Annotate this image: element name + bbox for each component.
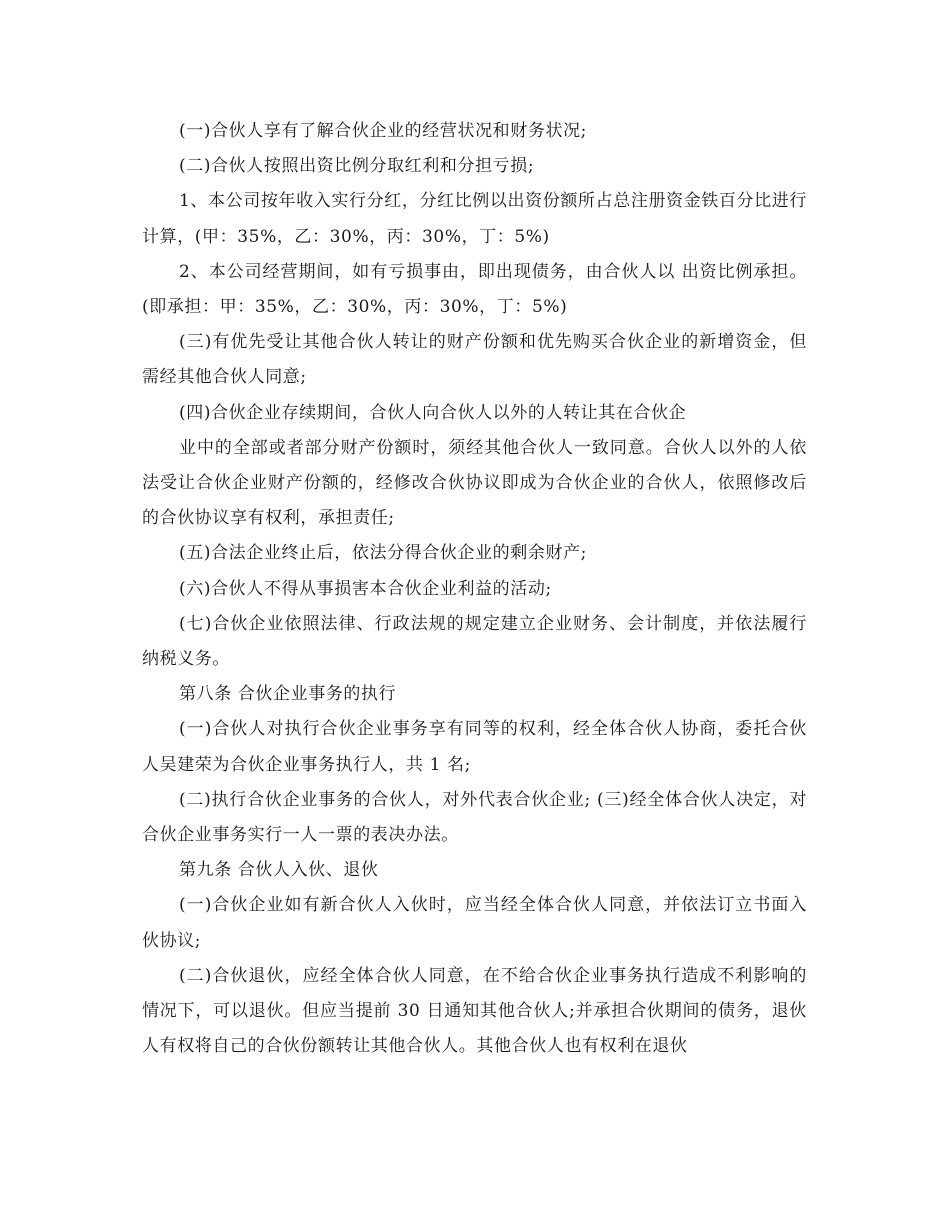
article-8-heading: 第八条 合伙企业事务的执行: [179, 684, 397, 705]
paragraph-debt: 2、本公司经营期间，如有亏损事由，即出现债务，由合伙人以 出资比例承担。(即承担：甲：35%，乙：30%，丙：30%，丁：5%): [142, 261, 807, 318]
paragraph-transfer-start: (四)合伙企业存续期间，合伙人向合伙人以外的人转让其在合伙企: [179, 402, 687, 423]
paragraph-representation-voting: (二)执行合伙企业事务的合伙人，对外代表合伙企业; (三)经全体合伙人决定，对合伙企业事务实行一人一票的表决办法。: [142, 789, 807, 846]
paragraph-remaining-assets: (五)合法企业终止后，依法分得合伙企业的剩余财产;: [179, 543, 587, 564]
paragraph-profit-loss: (二)合伙人按照出资比例分取红利和分担亏损;: [179, 156, 535, 177]
paragraph-right-info: (一)合伙人享有了解合伙企业的经营状况和财务状况;: [179, 121, 587, 141]
document-body: [142, 114, 807, 1064]
paragraph-admission: (一)合伙企业如有新合伙人入伙时，应当经全体合伙人同意，并依法订立书面入伙协议;: [142, 895, 807, 951]
paragraph-no-harm: (六)合伙人不得从事损害本合伙企业利益的活动;: [179, 578, 552, 599]
paragraph-transfer-continue: 业中的全部或者部分财产份额时，须经其他合伙人一致同意。合伙人以外的人依法受让合伙企业财产份额的，经修改合伙协议即成为合伙企业的合伙人，依照修改后的合伙协议享有权利，承担责任;: [142, 437, 807, 529]
paragraph-executor: (一)合伙人对执行合伙企业事务享有同等的权利，经全体合伙人协商，委托合伙人吴建荣为合伙企业事务执行人，共 1 名;: [142, 719, 807, 775]
article-9-heading: 第九条 合伙人入伙、退伙: [179, 860, 379, 881]
paragraph-dividend: 1、本公司按年收入实行分红，分红比例以出资份额所占总注册资金铁百分比进行计算，(甲：35%，乙：30%，丙：30%，丁：5%): [142, 191, 807, 247]
paragraph-priority-transfer: (三)有优先受让其他合伙人转让的财产份额和优先购买合伙企业的新增资金，但需经其他合伙人同意;: [142, 332, 807, 388]
paragraph-withdrawal: (二)合伙退伙，应经全体合伙人同意，在不给合伙企业事务执行造成不利影响的情况下，可以退伙。但应当提前 30 日通知其他合伙人;并承担合伙期间的债务，退伙人有权将自己的合伙份额转让其他合伙人。其他合伙人也有权利在退伙: [142, 965, 807, 1057]
paragraph-accounting: (七)合伙企业依照法律、行政法规的规定建立企业财务、会计制度，并依法履行纳税义务。: [142, 613, 807, 670]
